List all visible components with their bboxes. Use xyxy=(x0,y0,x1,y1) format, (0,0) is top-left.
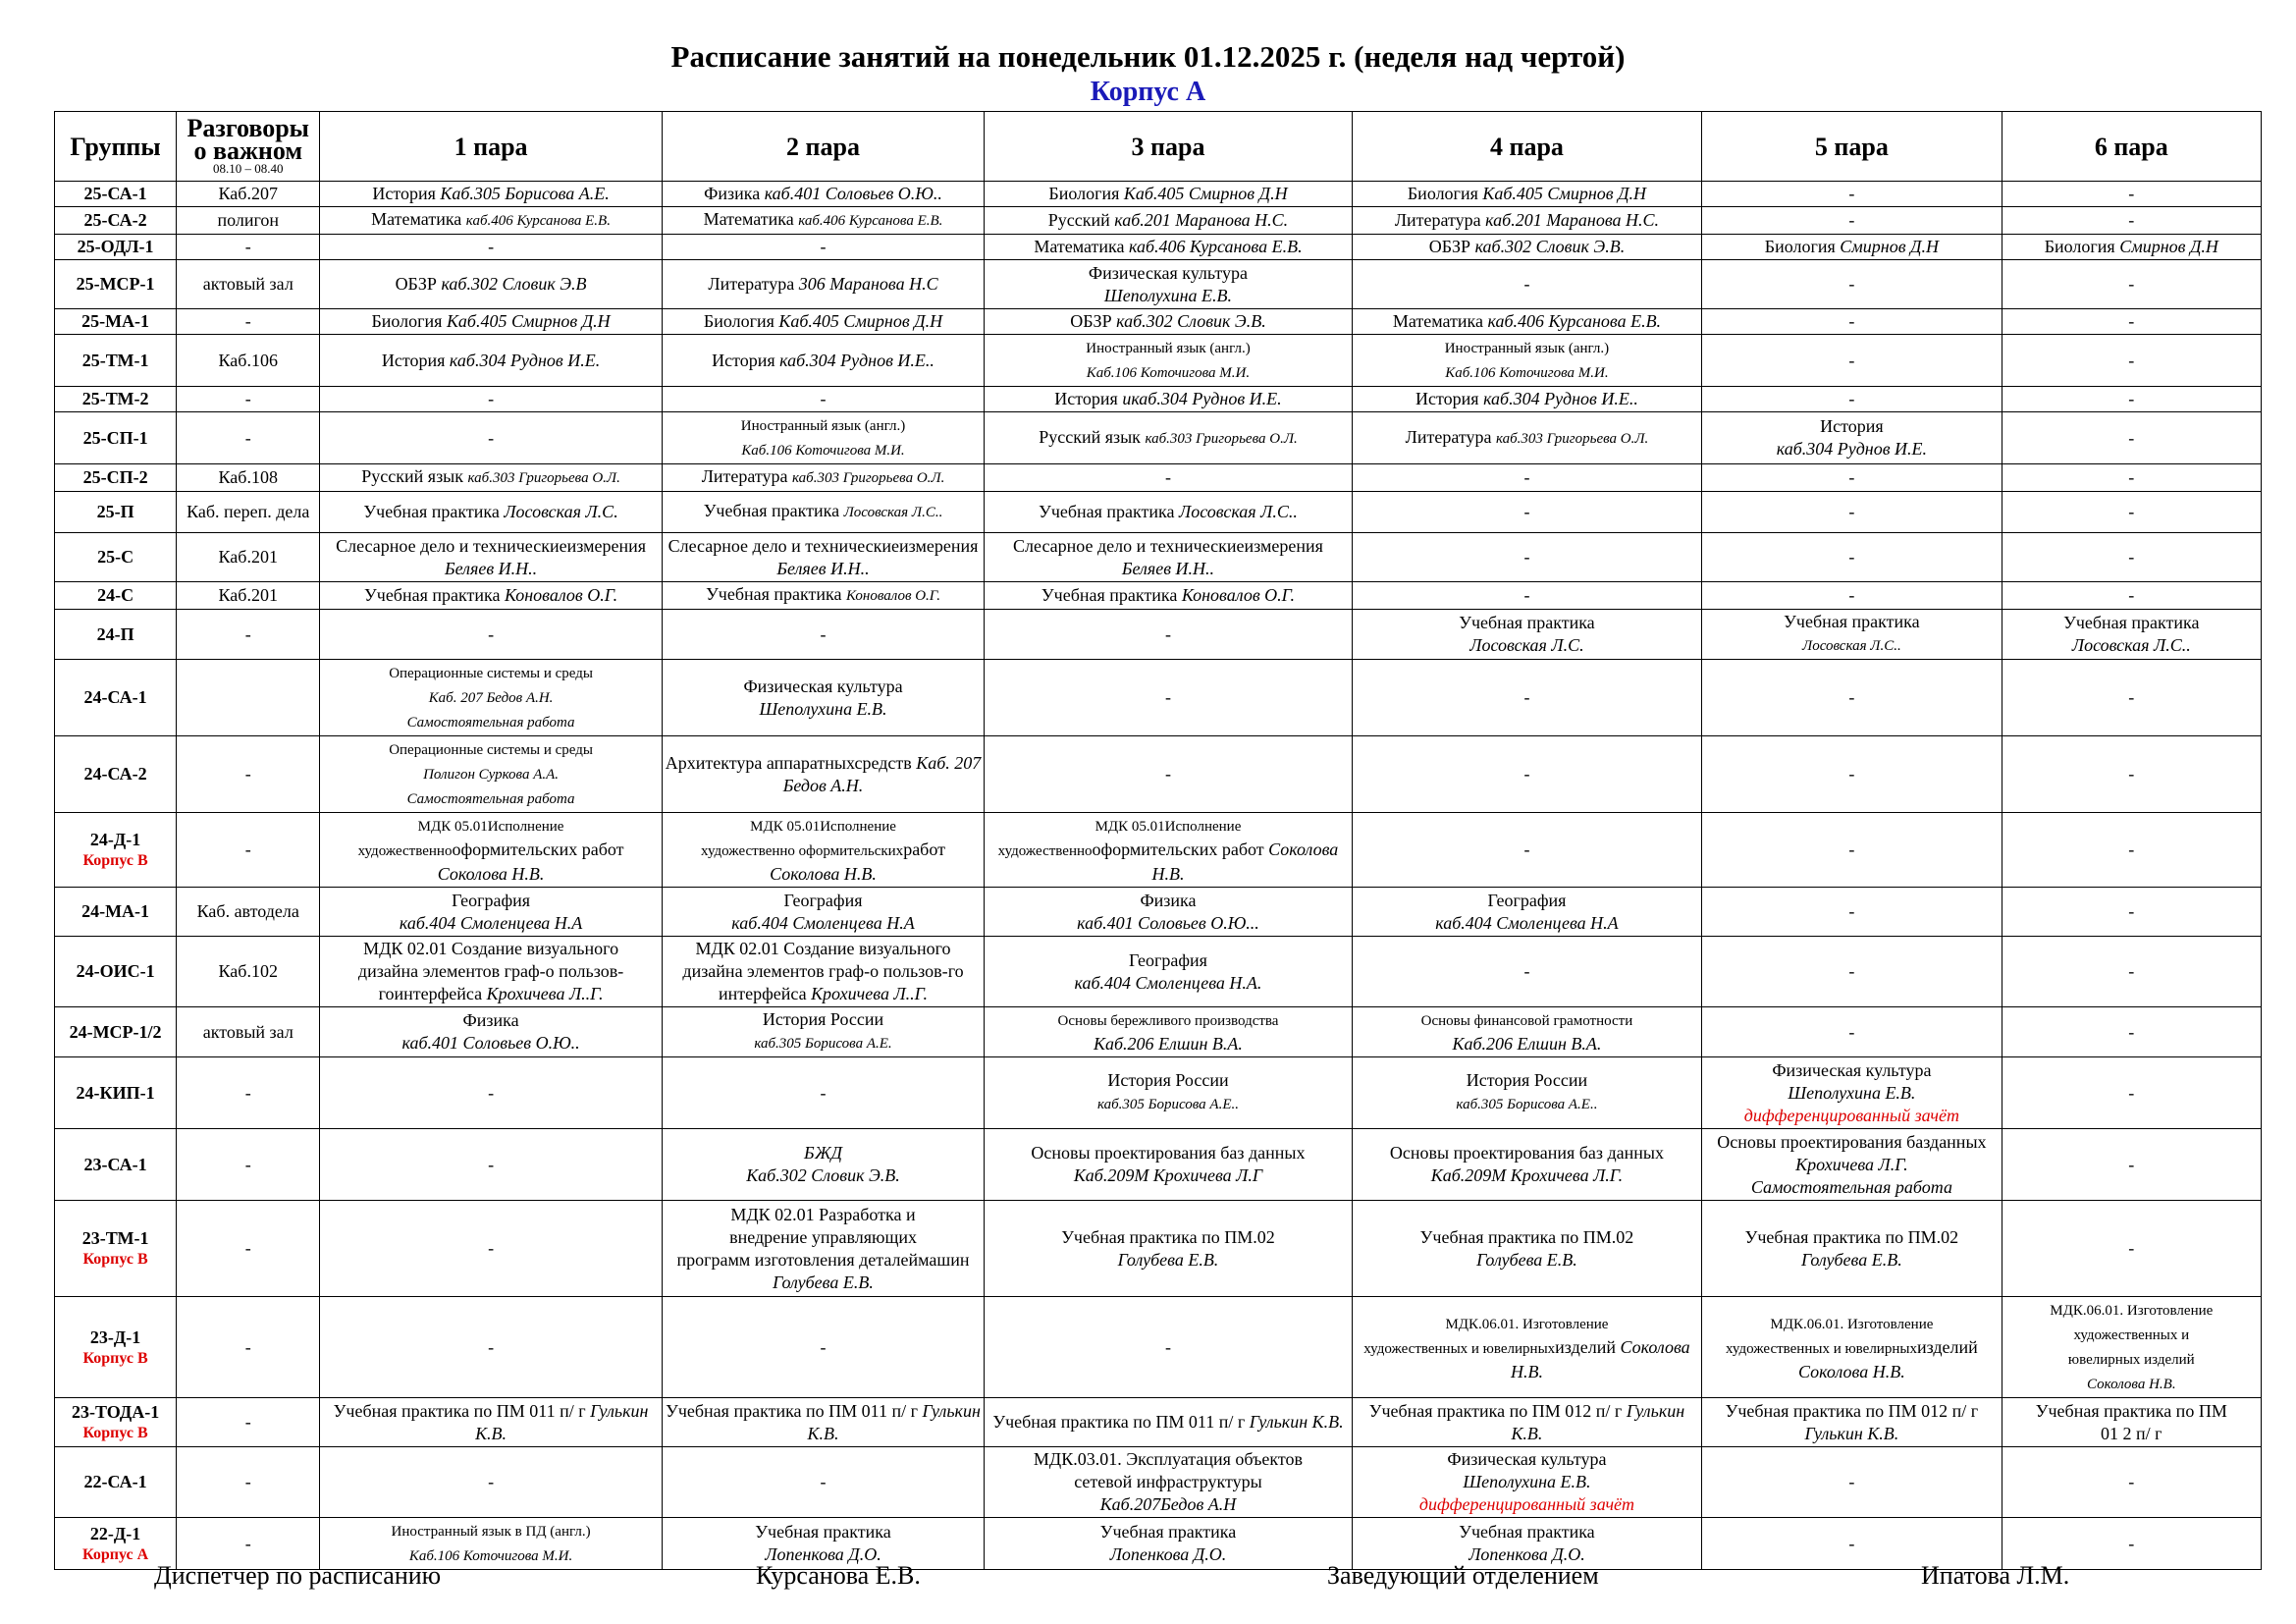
table-row xyxy=(55,1129,2262,1201)
pair-3-cell: - xyxy=(985,736,1352,813)
pair-3-cell: Биология Каб.405 Смирнов Д.Н xyxy=(985,182,1352,207)
table-row xyxy=(55,1297,2262,1398)
talk-cell: - xyxy=(177,1201,320,1297)
pair-2-cell: История России каб.305 Борисова А.Е. xyxy=(662,1007,984,1057)
group-cell: 24-СА-2 xyxy=(55,736,177,813)
pair-2-cell: Биология Каб.405 Смирнов Д.Н xyxy=(662,309,984,335)
pair-4-cell: Учебная практика по ПМ 012 п/ г Гулькин К.В. xyxy=(1352,1398,1701,1447)
pair-2-cell: МДК 02.01 Разработка и внедрение управляющих программ изготовления деталеймашин Голубева Е.В. xyxy=(662,1201,984,1297)
header-pair-1: 1 пара xyxy=(320,112,662,182)
table-row xyxy=(55,1398,2262,1447)
pair-3-cell: География каб.404 Смоленцева Н.А. xyxy=(985,937,1352,1007)
table-row xyxy=(55,309,2262,335)
table-row xyxy=(55,1201,2262,1297)
pair-5-cell: - xyxy=(1702,387,2002,412)
group-cell: 23-СА-1 xyxy=(55,1129,177,1201)
pair-5-cell: - xyxy=(1702,492,2002,533)
talk-cell: - xyxy=(177,1518,320,1570)
pair-3-cell: Русский каб.201 Маранова Н.С. xyxy=(985,207,1352,235)
pair-6-cell: - xyxy=(2002,412,2261,464)
group-cell: 25-СП-2 xyxy=(55,464,177,492)
pair-6-cell: МДК.06.01. Изготовление художественных и ювелирных изделий Соколова Н.В. xyxy=(2002,1297,2261,1398)
pair-5-cell: - xyxy=(1702,660,2002,736)
pair-2-cell: - xyxy=(662,1297,984,1398)
pair-2-cell: Слесарное дело и техническиеизмерения Беляев И.Н.. xyxy=(662,533,984,582)
pair-5-cell: - xyxy=(1702,207,2002,235)
pair-3-cell: - xyxy=(985,1297,1352,1398)
pair-2-cell: Литература каб.303 Григорьева О.Л. xyxy=(662,464,984,492)
header-pair-3: 3 пара xyxy=(985,112,1352,182)
pair-4-cell: История России каб.305 Борисова А.Е.. xyxy=(1352,1057,1701,1129)
pair-6-cell: - xyxy=(2002,888,2261,937)
korpus-label: Корпус В xyxy=(82,1349,148,1367)
korpus-label: Корпус В xyxy=(82,1425,148,1441)
talk-cell: полигон xyxy=(177,207,320,235)
pair-2-cell: Учебная практика Лосовская Л.С.. xyxy=(662,492,984,533)
pair-4-cell: Математика каб.406 Курсанова Е.В. xyxy=(1352,309,1701,335)
table-row xyxy=(55,182,2262,207)
header-pair-5: 5 пара xyxy=(1702,112,2002,182)
talk-cell: - xyxy=(177,412,320,464)
pair-5-cell: Учебная практика по ПМ 012 п/ г Гулькин К.В. xyxy=(1702,1398,2002,1447)
pair-3-cell: Слесарное дело и техническиеизмерения Беляев И.Н.. xyxy=(985,533,1352,582)
table-row xyxy=(55,335,2262,387)
pair-3-cell: - xyxy=(985,610,1352,660)
pair-5-cell: - xyxy=(1702,260,2002,309)
table-row xyxy=(55,412,2262,464)
footer-head-label: Заведующий отделением xyxy=(1327,1561,1599,1590)
pair-6-cell: - xyxy=(2002,1201,2261,1297)
pair-4-cell: - xyxy=(1352,813,1701,888)
pair-4-cell: История каб.304 Руднов И.Е.. xyxy=(1352,387,1701,412)
footer-dispatcher-label: Диспетчер по расписанию xyxy=(154,1561,442,1590)
talk-cell: Каб.102 xyxy=(177,937,320,1007)
pair-5-cell: Физическая культура Шеполухина Е.В. дифференцированный зачёт xyxy=(1702,1057,2002,1129)
pair-6-cell: - xyxy=(2002,533,2261,582)
pair-5-cell: - xyxy=(1702,582,2002,610)
talk-cell: Каб.106 xyxy=(177,335,320,387)
group-cell: 22-СА-1 xyxy=(55,1447,177,1518)
pair-1-cell: - xyxy=(320,610,662,660)
table-row xyxy=(55,260,2262,309)
pair-6-cell: Биология Смирнов Д.Н xyxy=(2002,235,2261,260)
table-row xyxy=(55,937,2262,1007)
pair-1-cell: - xyxy=(320,1057,662,1129)
pair-4-cell: Литература каб.303 Григорьева О.Л. xyxy=(1352,412,1701,464)
group-cell: 25-ТМ-1 xyxy=(55,335,177,387)
pair-6-cell: - xyxy=(2002,1057,2261,1129)
talk-cell: Каб. переп. дела xyxy=(177,492,320,533)
pair-1-cell: - xyxy=(320,1297,662,1398)
pair-3-cell: Физика каб.401 Соловьев О.Ю... xyxy=(985,888,1352,937)
group-cell: 25-СА-1 xyxy=(55,182,177,207)
talk-cell: - xyxy=(177,309,320,335)
pair-4-cell: - xyxy=(1352,492,1701,533)
table-row xyxy=(55,736,2262,813)
pair-4-cell: Учебная практика Лосовская Л.С. xyxy=(1352,610,1701,660)
pair-6-cell: - xyxy=(2002,464,2261,492)
page-subtitle: Корпус А xyxy=(1090,77,1206,107)
table-row xyxy=(55,610,2262,660)
table-row xyxy=(55,582,2262,610)
talk-cell xyxy=(177,660,320,736)
pair-6-cell: - xyxy=(2002,260,2261,309)
group-cell: 25-ОДЛ-1 xyxy=(55,235,177,260)
pair-3-cell: Основы проектирования баз данных Каб.209М Крохичева Л.Г xyxy=(985,1129,1352,1201)
pair-1-cell: Математика каб.406 Курсанова Е.В. xyxy=(320,207,662,235)
header-talk: Разговоры о важном 08.10 – 08.40 xyxy=(177,112,320,182)
pair-6-cell: - xyxy=(2002,335,2261,387)
pair-4-cell: Учебная практика по ПМ.02 Голубева Е.В. xyxy=(1352,1201,1701,1297)
pair-6-cell: - xyxy=(2002,660,2261,736)
pair-4-cell: МДК.06.01. Изготовление художественных и ювелирныхизделий Соколова Н.В. xyxy=(1352,1297,1701,1398)
talk-cell: Каб. автодела xyxy=(177,888,320,937)
pair-4-cell: ОБЗР каб.302 Словик Э.В. xyxy=(1352,235,1701,260)
pair-2-cell: БЖД Каб.302 Словик Э.В. xyxy=(662,1129,984,1201)
pair-2-cell: Физика каб.401 Соловьев О.Ю.. xyxy=(662,182,984,207)
talk-cell: - xyxy=(177,610,320,660)
pair-5-cell: Учебная практика Лосовская Л.С.. xyxy=(1702,610,2002,660)
pair-2-cell: История каб.304 Руднов И.Е.. xyxy=(662,335,984,387)
korpus-label: Корпус А xyxy=(82,1545,149,1563)
pair-5-cell: - xyxy=(1702,464,2002,492)
pair-3-cell: История икаб.304 Руднов И.Е. xyxy=(985,387,1352,412)
pair-3-cell: Учебная практика по ПМ.02 Голубева Е.В. xyxy=(985,1201,1352,1297)
table-row xyxy=(55,464,2262,492)
pair-1-cell: Операционные системы и среды Полигон Суркова А.А. Самостоятельная работа xyxy=(320,736,662,813)
table-row xyxy=(55,813,2262,888)
pair-5-cell: Учебная практика по ПМ.02 Голубева Е.В. xyxy=(1702,1201,2002,1297)
group-cell: 24-Д-1 Корпус В xyxy=(55,813,177,888)
pair-1-cell: - xyxy=(320,1129,662,1201)
pair-2-cell: МДК 05.01Исполнение художественно оформительскихработ Соколова Н.В. xyxy=(662,813,984,888)
pair-3-cell: Учебная практика по ПМ 011 п/ г Гулькин К.В. xyxy=(985,1398,1352,1447)
pair-3-cell: ОБЗР каб.302 Словик Э.В. xyxy=(985,309,1352,335)
talk-cell: актовый зал xyxy=(177,260,320,309)
pair-3-cell: Иностранный язык (англ.) Каб.106 Коточигова М.И. xyxy=(985,335,1352,387)
pair-3-cell: Основы бережливого производства Каб.206 Елшин В.А. xyxy=(985,1007,1352,1057)
talk-cell: - xyxy=(177,1297,320,1398)
group-cell: 25-СП-1 xyxy=(55,412,177,464)
pair-4-cell: - xyxy=(1352,660,1701,736)
pair-4-cell: Учебная практика Лопенкова Д.О. xyxy=(1352,1518,1701,1570)
pair-4-cell: - xyxy=(1352,582,1701,610)
pair-1-cell: ОБЗР каб.302 Словик Э.В xyxy=(320,260,662,309)
talk-cell: - xyxy=(177,387,320,412)
pair-6-cell: - xyxy=(2002,387,2261,412)
talk-cell: Каб.201 xyxy=(177,533,320,582)
pair-4-cell: Физическая культура Шеполухина Е.В. дифференцированный зачёт xyxy=(1352,1447,1701,1518)
pair-5-cell: - xyxy=(1702,1518,2002,1570)
pair-6-cell: - xyxy=(2002,1007,2261,1057)
pair-6-cell: - xyxy=(2002,182,2261,207)
talk-cell: - xyxy=(177,1057,320,1129)
pair-2-cell: - xyxy=(662,387,984,412)
pair-5-cell: - xyxy=(1702,533,2002,582)
talk-cell: актовый зал xyxy=(177,1007,320,1057)
pair-1-cell: Иностранный язык в ПД (англ.) Каб.106 Коточигова М.И. xyxy=(320,1518,662,1570)
pair-3-cell: Учебная практика Лопенкова Д.О. xyxy=(985,1518,1352,1570)
table-row xyxy=(55,492,2262,533)
pair-2-cell: - xyxy=(662,1447,984,1518)
group-cell: 25-МА-1 xyxy=(55,309,177,335)
talk-cell: Каб.207 xyxy=(177,182,320,207)
pair-3-cell: - xyxy=(985,660,1352,736)
pair-4-cell: - xyxy=(1352,937,1701,1007)
pair-6-cell: - xyxy=(2002,207,2261,235)
pair-1-cell: История Каб.305 Борисова А.Е. xyxy=(320,182,662,207)
pair-1-cell: - xyxy=(320,412,662,464)
pair-4-cell: Иностранный язык (англ.) Каб.106 Коточигова М.И. xyxy=(1352,335,1701,387)
talk-cell: - xyxy=(177,235,320,260)
header-pair-6: 6 пара xyxy=(2002,112,2261,182)
page-title: Расписание занятий на понедельник 01.12.2025 г. (неделя над чертой) xyxy=(670,39,1626,74)
pair-6-cell: - xyxy=(2002,492,2261,533)
talk-cell: - xyxy=(177,1398,320,1447)
pair-5-cell: Основы проектирования базданных Крохичева Л.Г. Самостоятельная работа xyxy=(1702,1129,2002,1201)
korpus-label: Корпус В xyxy=(82,1251,148,1268)
pair-1-cell: Учебная практика Лосовская Л.С. xyxy=(320,492,662,533)
pair-4-cell: - xyxy=(1352,533,1701,582)
pair-1-cell: Русский язык каб.303 Григорьева О.Л. xyxy=(320,464,662,492)
table-row xyxy=(55,1447,2262,1518)
pair-3-cell: - xyxy=(985,464,1352,492)
header-pair-2: 2 пара xyxy=(662,112,984,182)
pair-3-cell: МДК 05.01Исполнение художественнооформительских работ Соколова Н.В. xyxy=(985,813,1352,888)
group-cell: 23-ТОДА-1 Корпус В xyxy=(55,1398,177,1447)
pair-5-cell: - xyxy=(1702,813,2002,888)
pair-1-cell: Слесарное дело и техническиеизмерения Беляев И.Н.. xyxy=(320,533,662,582)
pair-5-cell: История каб.304 Руднов И.Е. xyxy=(1702,412,2002,464)
pair-2-cell: Физическая культура Шеполухина Е.В. xyxy=(662,660,984,736)
pair-2-cell: География каб.404 Смоленцева Н.А xyxy=(662,888,984,937)
korpus-label: Корпус В xyxy=(82,852,148,869)
talk-cell: - xyxy=(177,1447,320,1518)
pair-1-cell: МДК 05.01Исполнение художественнооформительских работ Соколова Н.В. xyxy=(320,813,662,888)
pair-6-cell: - xyxy=(2002,309,2261,335)
pair-1-cell: Операционные системы и среды Каб. 207 Бедов А.Н. Самостоятельная работа xyxy=(320,660,662,736)
table-row xyxy=(55,207,2262,235)
pair-3-cell: История России каб.305 Борисова А.Е.. xyxy=(985,1057,1352,1129)
pair-2-cell: Учебная практика Лопенкова Д.О. xyxy=(662,1518,984,1570)
pair-4-cell: Основы финансовой грамотности Каб.206 Елшин В.А. xyxy=(1352,1007,1701,1057)
pair-2-cell: Иностранный язык (англ.) Каб.106 Коточигова М.И. xyxy=(662,412,984,464)
group-cell: 24-П xyxy=(55,610,177,660)
pair-2-cell: Литература 306 Маранова Н.С xyxy=(662,260,984,309)
pair-3-cell: Учебная практика Лосовская Л.С.. xyxy=(985,492,1352,533)
pair-5-cell: - xyxy=(1702,1007,2002,1057)
group-cell: 25-СА-2 xyxy=(55,207,177,235)
pair-3-cell: Физическая культура Шеполухина Е.В. xyxy=(985,260,1352,309)
pair-2-cell: - xyxy=(662,235,984,260)
pair-1-cell: - xyxy=(320,1201,662,1297)
pair-3-cell: Математика каб.406 Курсанова Е.В. xyxy=(985,235,1352,260)
pair-6-cell: - xyxy=(2002,937,2261,1007)
pair-1-cell: Учебная практика Коновалов О.Г. xyxy=(320,582,662,610)
pair-4-cell: Основы проектирования баз данных Каб.209М Крохичева Л.Г. xyxy=(1352,1129,1701,1201)
table-row xyxy=(55,235,2262,260)
pair-5-cell: - xyxy=(1702,309,2002,335)
pair-5-cell: МДК.06.01. Изготовление художественных и ювелирныхизделий Соколова Н.В. xyxy=(1702,1297,2002,1398)
pair-1-cell: Физика каб.401 Соловьев О.Ю.. xyxy=(320,1007,662,1057)
group-cell: 25-С xyxy=(55,533,177,582)
group-cell: 24-МСР-1/2 xyxy=(55,1007,177,1057)
pair-6-cell: - xyxy=(2002,813,2261,888)
table-row xyxy=(55,387,2262,412)
group-cell: 25-ТМ-2 xyxy=(55,387,177,412)
group-cell: 25-П xyxy=(55,492,177,533)
pair-5-cell: - xyxy=(1702,1447,2002,1518)
table-row xyxy=(55,1057,2262,1129)
pair-2-cell: - xyxy=(662,610,984,660)
talk-cell: - xyxy=(177,1129,320,1201)
pair-3-cell: Учебная практика Коновалов О.Г. xyxy=(985,582,1352,610)
talk-cell: Каб.108 xyxy=(177,464,320,492)
pair-6-cell: - xyxy=(2002,1518,2261,1570)
pair-1-cell: Биология Каб.405 Смирнов Д.Н xyxy=(320,309,662,335)
pair-1-cell: История каб.304 Руднов И.Е. xyxy=(320,335,662,387)
pair-2-cell: Учебная практика по ПМ 011 п/ г Гулькин К.В. xyxy=(662,1398,984,1447)
pair-4-cell: География каб.404 Смоленцева Н.А xyxy=(1352,888,1701,937)
pair-1-cell: - xyxy=(320,1447,662,1518)
group-cell: 24-КИП-1 xyxy=(55,1057,177,1129)
pair-6-cell: - xyxy=(2002,1129,2261,1201)
pair-2-cell: Учебная практика Коновалов О.Г. xyxy=(662,582,984,610)
pair-5-cell: - xyxy=(1702,182,2002,207)
pair-6-cell: - xyxy=(2002,582,2261,610)
pair-4-cell: - xyxy=(1352,464,1701,492)
pair-6-cell: - xyxy=(2002,1447,2261,1518)
pair-4-cell: Литература каб.201 Маранова Н.С. xyxy=(1352,207,1701,235)
footer-dispatcher-name: Курсанова Е.В. xyxy=(756,1561,921,1590)
group-cell: 23-ТМ-1 Корпус В xyxy=(55,1201,177,1297)
schedule-table xyxy=(54,111,2262,1570)
pair-5-cell: Биология Смирнов Д.Н xyxy=(1702,235,2002,260)
footer-head-name: Ипатова Л.М. xyxy=(1921,1561,2070,1590)
talk-cell: - xyxy=(177,813,320,888)
pair-6-cell: Учебная практика по ПМ 01 2 п/ г xyxy=(2002,1398,2261,1447)
pair-5-cell: - xyxy=(1702,888,2002,937)
group-cell: 24-ОИС-1 xyxy=(55,937,177,1007)
pair-1-cell: МДК 02.01 Создание визуального дизайна элементов граф-о пользов-гоинтерфейса Крохичева Л..Г. xyxy=(320,937,662,1007)
table-row xyxy=(55,660,2262,736)
header-row xyxy=(55,112,2262,182)
pair-2-cell: МДК 02.01 Создание визуального дизайна элементов граф-о пользов-го интерфейса Крохичева Л..Г. xyxy=(662,937,984,1007)
pair-1-cell: - xyxy=(320,387,662,412)
pair-1-cell: - xyxy=(320,235,662,260)
pair-1-cell: Учебная практика по ПМ 011 п/ г Гулькин К.В. xyxy=(320,1398,662,1447)
pair-3-cell: Русский язык каб.303 Григорьева О.Л. xyxy=(985,412,1352,464)
header-pair-4: 4 пара xyxy=(1352,112,1701,182)
talk-cell: - xyxy=(177,736,320,813)
pair-5-cell: - xyxy=(1702,736,2002,813)
group-cell: 24-С xyxy=(55,582,177,610)
pair-1-cell: География каб.404 Смоленцева Н.А xyxy=(320,888,662,937)
group-cell: 25-МСР-1 xyxy=(55,260,177,309)
group-cell: 24-МА-1 xyxy=(55,888,177,937)
table-row xyxy=(55,533,2262,582)
pair-4-cell: - xyxy=(1352,260,1701,309)
table-row xyxy=(55,888,2262,937)
pair-5-cell: - xyxy=(1702,937,2002,1007)
pair-2-cell: Архитектура аппаратныхсредств Каб. 207 Бедов А.Н. xyxy=(662,736,984,813)
pair-6-cell: - xyxy=(2002,736,2261,813)
pair-4-cell: - xyxy=(1352,736,1701,813)
table-row xyxy=(55,1007,2262,1057)
pair-6-cell: Учебная практика Лосовская Л.С.. xyxy=(2002,610,2261,660)
pair-4-cell: Биология Каб.405 Смирнов Д.Н xyxy=(1352,182,1701,207)
pair-5-cell: - xyxy=(1702,335,2002,387)
pair-2-cell: - xyxy=(662,1057,984,1129)
group-cell: 22-Д-1 Корпус А xyxy=(55,1518,177,1570)
pair-3-cell: МДК.03.01. Эксплуатация объектов сетевой инфраструктуры Каб.207Бедов А.Н xyxy=(985,1447,1352,1518)
group-cell: 24-СА-1 xyxy=(55,660,177,736)
header-groups: Группы xyxy=(55,112,177,182)
talk-cell: Каб.201 xyxy=(177,582,320,610)
pair-2-cell: Математика каб.406 Курсанова Е.В. xyxy=(662,207,984,235)
group-cell: 23-Д-1 Корпус В xyxy=(55,1297,177,1398)
